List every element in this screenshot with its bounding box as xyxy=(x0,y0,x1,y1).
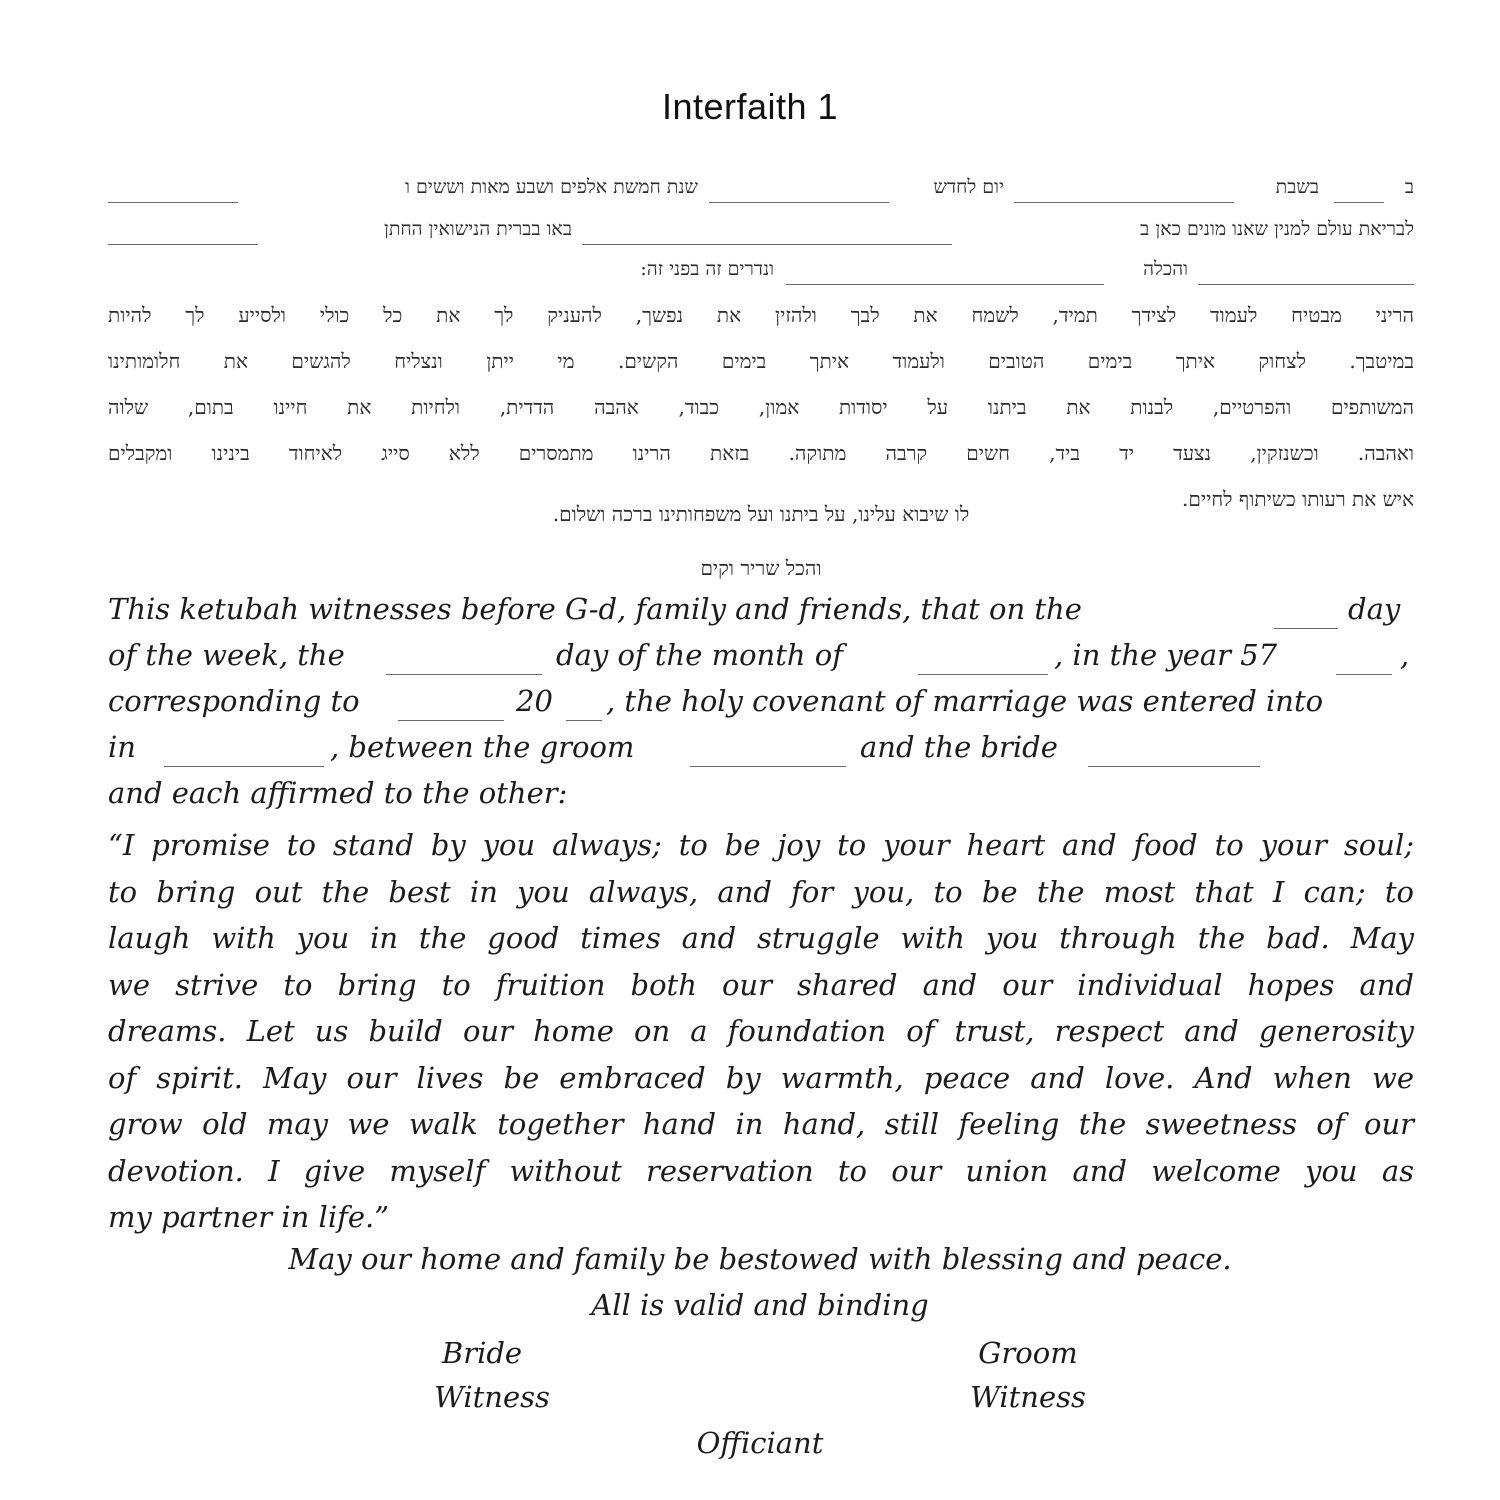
blank-line xyxy=(582,244,952,245)
english-year: , in the year 57 xyxy=(1054,638,1278,672)
hebrew-row-3 xyxy=(108,258,1414,292)
page-title: Interfaith 1 xyxy=(661,86,839,127)
english-bride: and the bride xyxy=(860,730,1058,764)
english-vow-line: we strive to bring to fruition both our shared and our individual hopes and xyxy=(108,967,1414,1002)
signature-groom: Groom xyxy=(978,1336,1078,1370)
english-valid-binding: All is valid and binding xyxy=(591,1288,929,1322)
blank-line xyxy=(164,766,324,767)
english-corresponding: corresponding to xyxy=(108,684,360,718)
english-groom: , between the groom xyxy=(330,730,635,764)
english-covenant: , the holy covenant of marriage was entered into xyxy=(606,684,1324,718)
blank-line xyxy=(1198,284,1414,285)
hebrew-vow-line: ואהבה. וכשנזקין, נצעד יד ביד, חשים קרבה מתוקה. בזאת הרינו מתמסרים ללא סייג לאיחוד בינינו ומקבלים xyxy=(108,441,1414,465)
blank-line xyxy=(690,766,846,767)
hebrew-vow-line: במיטבך. לצחוק איתך בימים הטובים ולעמוד איתך בימים הקשים. מי ייתן ונצליח להגשים את חלומותינו xyxy=(108,349,1414,373)
blank-line xyxy=(1088,766,1260,767)
english-century: 20 xyxy=(516,684,553,718)
english-vow-line: dreams. Let us build our home on a foundation of trust, respect and generosity xyxy=(108,1014,1414,1048)
english-month: day of the month of xyxy=(556,638,843,672)
hebrew-year: שנת חמשת אלפים ושבע מאות וששים ו xyxy=(405,176,698,198)
blank-line xyxy=(566,720,602,721)
english-line-5 xyxy=(108,776,1414,822)
english-vow-line: grow old may we walk together hand in hand, still feeling the sweetness of our xyxy=(108,1107,1414,1141)
hebrew-bride: והכלה xyxy=(1143,258,1188,280)
hebrew-vows-intro: ונדרים זה בפני זה: xyxy=(640,258,774,280)
english-vow-line: of spirit. May our lives be embraced by warmth, peace and love. And when we xyxy=(108,1060,1414,1095)
signature-officiant: Officiant xyxy=(696,1426,824,1460)
blank-line xyxy=(1336,674,1392,675)
english-line-4 xyxy=(108,730,1414,776)
blank-line xyxy=(108,244,258,245)
english-comma: , xyxy=(1400,638,1410,672)
hebrew-vow-line: הריני מבטיח לעמוד לצידך תמיד, לשמח את לבך ולהזין את נפשך, להעניק לך את כל כולי ולסייע לך להיות xyxy=(108,303,1414,327)
blank-line xyxy=(1014,202,1234,203)
english-day: day xyxy=(1348,592,1401,626)
hebrew-day-letter: ב xyxy=(1404,176,1414,198)
blank-line xyxy=(1274,628,1338,629)
signature-witness-right: Witness xyxy=(970,1380,1086,1414)
signature-bride: Bride xyxy=(441,1336,523,1370)
english-vow-line: to bring out the best in you always, and for you, to be the most that I can; to xyxy=(108,874,1414,909)
english-blessing: May our home and family be bestowed with blessing and peace. xyxy=(288,1242,1232,1276)
blank-line xyxy=(1334,202,1384,203)
english-vow-line: my partner in life.” xyxy=(108,1200,390,1234)
hebrew-blessing: לו שיבוא עלינו, על ביתנו ועל משפחותינו ברכה ושלום. xyxy=(552,502,970,526)
english-vow-paragraph xyxy=(108,822,1414,1241)
english-intro: This ketubah witnesses before G-d, family and friends, that on the xyxy=(108,592,1082,626)
blank-line xyxy=(709,202,889,203)
hebrew-groom: באו בברית הנישואין החתן xyxy=(384,218,572,240)
blank-line xyxy=(398,720,504,721)
hebrew-valid-binding: והכל שריר וקים xyxy=(700,556,822,580)
hebrew-shabbat: בשבת xyxy=(1275,176,1319,198)
signature-witness-left: Witness xyxy=(434,1380,550,1414)
blank-line xyxy=(786,284,1104,285)
english-line-1 xyxy=(108,592,1414,638)
english-week: of the week, the xyxy=(108,638,345,672)
hebrew-vow-line: איש את רעותו כשיתוף לחיים. xyxy=(1182,487,1414,511)
hebrew-vow-line: המשותפים והפרטיים, לבנות את ביתנו על יסודות אמון, כבוד, אהבה הדדית, ולחיות את חיינו בתום, שלוה xyxy=(108,395,1414,419)
hebrew-row-2 xyxy=(108,218,1414,252)
english-line-3 xyxy=(108,684,1414,730)
hebrew-row-1 xyxy=(108,176,1414,210)
english-vow-line: “I promise to stand by you always; to be joy to your heart and food to your soul; xyxy=(108,828,1414,862)
english-affirmed: and each affirmed to the other: xyxy=(108,776,568,810)
hebrew-count: לבריאת עולם למנין שאנו מונים כאן ב xyxy=(1140,218,1414,240)
english-vow-line: devotion. I give myself without reservation to our union and welcome you as xyxy=(108,1153,1414,1188)
hebrew-vow-paragraph xyxy=(108,292,1414,522)
english-vow-line: laugh with you in the good times and struggle with you through the bad. May xyxy=(108,921,1414,955)
blank-line xyxy=(386,674,542,675)
hebrew-month-day: יום לחדש xyxy=(933,176,1004,198)
english-line-2 xyxy=(108,638,1414,684)
blank-line xyxy=(918,674,1048,675)
english-in: in xyxy=(108,730,136,764)
blank-line xyxy=(108,202,238,203)
